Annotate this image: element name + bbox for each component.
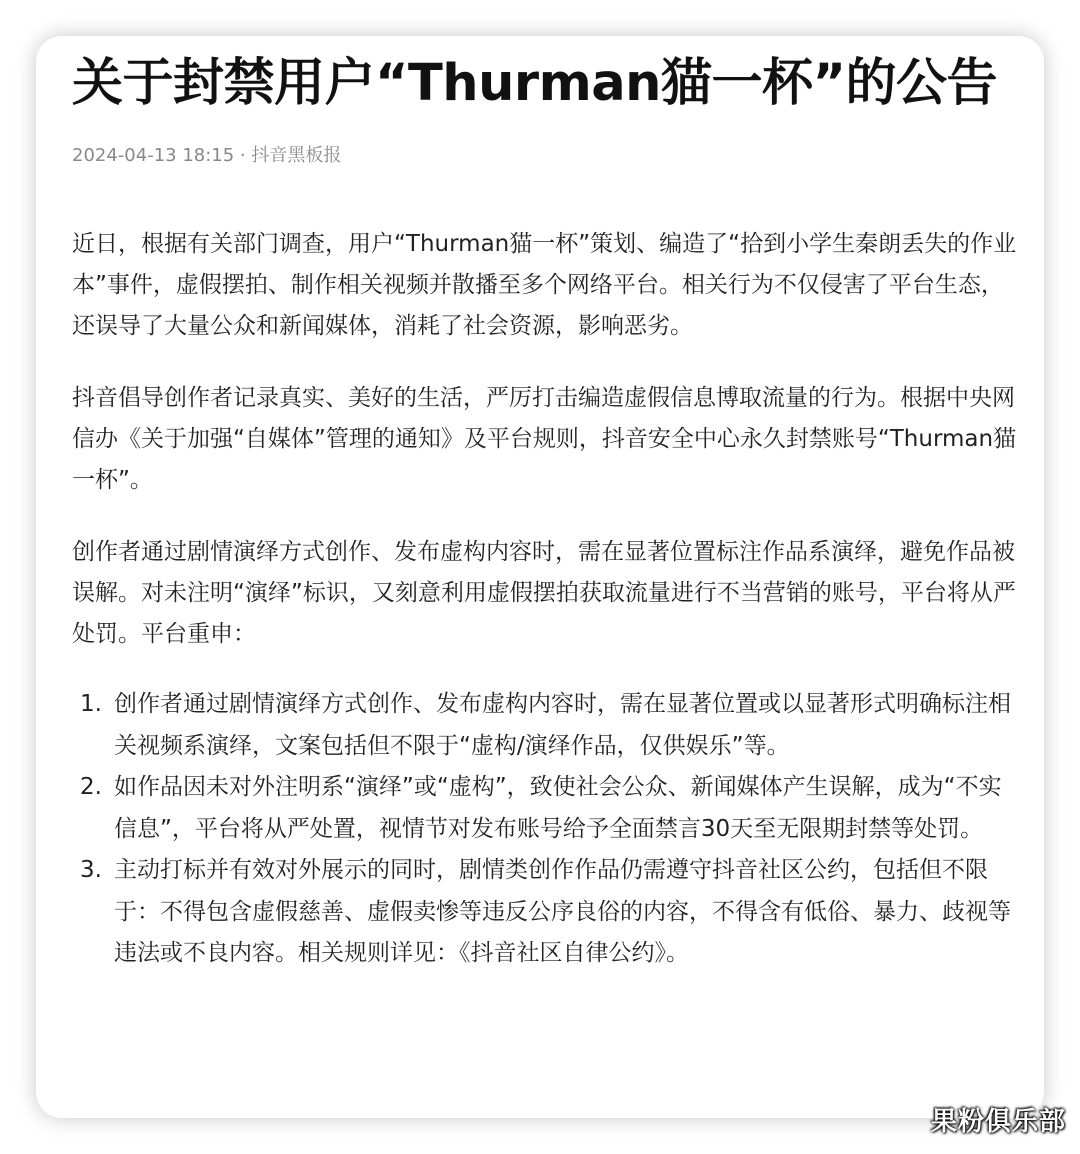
rule-item xyxy=(72,850,1022,975)
paragraph-labeling: 创作者通过剧情演绎方式创作、发布虚构内容时，需在显著位置标注作品系演绎，避免作品被误解。对未注明“演绎”标识，又刻意利用虚假摆拍获取流量进行不当营销的账号，平台将从严处罚。平台重申： xyxy=(72,539,1016,647)
watermark-text: 果粉俱乐部 xyxy=(930,1107,1066,1137)
rule-text: 如作品因未对外注明系“演绎”或“虚构”，致使社会公众、新闻媒体产生误解，成为“不实信息”，平台将从严处置，视情节对发布账号给予全面禁言30天至无限期封禁等处罚。 xyxy=(114,774,1002,842)
rule-text: 创作者通过剧情演绎方式创作、发布虚构内容时，需在显著位置或以显著形式明确标注相关视频系演绎，文案包括但不限于“虚构/演绎作品，仅供娱乐”等。 xyxy=(114,691,1011,759)
article-meta: 2024-04-13 18:15 · 抖音黑板报 xyxy=(72,145,342,166)
article-card xyxy=(36,36,1044,1118)
rule-item xyxy=(72,767,1022,850)
paragraph-investigation: 近日，根据有关部门调查，用户“Thurman猫一杯”策划、编造了“拾到小学生秦朗丢失的作业本”事件，虚假摆拍、制作相关视频并散播至多个网络平台。相关行为不仅侵害了平台生态，还误导了大量公众和新闻媒体，消耗了社会资源，影响恶劣。 xyxy=(72,231,1017,339)
article-title: 关于封禁用户“Thurman猫一杯”的公告 xyxy=(72,54,997,113)
rule-text: 主动打标并有效对外展示的同时，剧情类创作作品仍需遵守抖音社区公约，包括但不限于：不得包含虚假慈善、虚假卖惨等违反公序良俗的内容，不得含有低俗、暴力、歧视等违法或不良内容。相关规则详见：《抖音社区自律公约》。 xyxy=(114,857,1011,966)
rule-number: 2. xyxy=(80,774,102,800)
rule-item xyxy=(72,684,1022,767)
paragraph-ban: 抖音倡导创作者记录真实、美好的生活，严厉打击编造虚假信息博取流量的行为。根据中央网信办《关于加强“自媒体”管理的通知》及平台规则，抖音安全中心永久封禁账号“Thurman猫一杯”。 xyxy=(72,385,1017,493)
rules-list xyxy=(72,684,1022,975)
rule-number: 3. xyxy=(80,857,102,883)
rule-number: 1. xyxy=(80,691,102,717)
